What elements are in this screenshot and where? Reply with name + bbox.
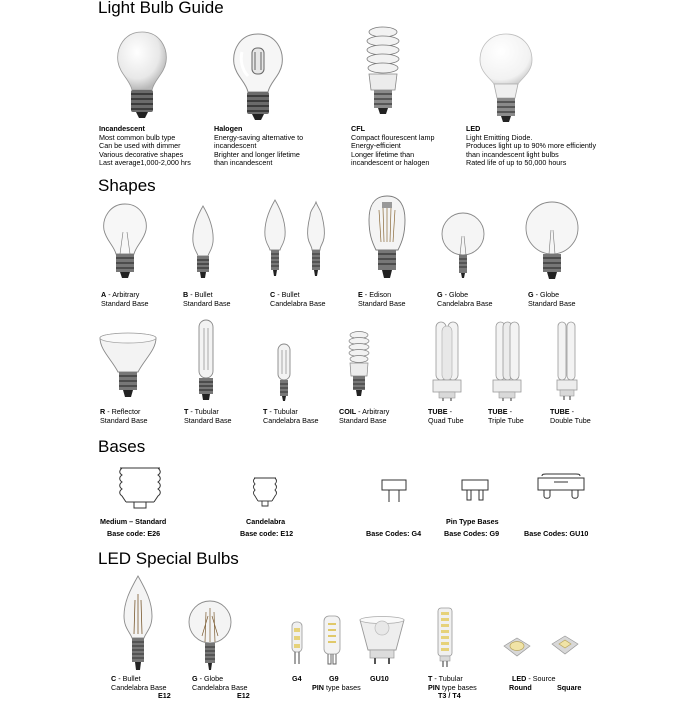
led-square-label: Square [557,683,582,692]
shape-code: T [263,407,268,416]
title-led-special-bulbs: LED Special Bulbs [98,549,239,568]
title-shapes: Shapes [98,176,156,195]
cfl-bulb-image [358,24,408,124]
shape-name: Reflector [111,407,141,416]
guide-line: Longer lifetime than [351,149,415,159]
led-c-bullet-filament-image [118,574,158,674]
shape-base: Candelabra Base [437,298,493,308]
shape-name: Arbitrary [112,290,140,299]
shape-code: TUBE [550,407,570,416]
shape-code: TUBE [428,407,448,416]
shape-base: Candelabra Base [270,298,326,308]
candelabra-base-code: Base code: E12 [240,529,294,538]
title-light-bulb-guide: Light Bulb Guide [98,0,224,17]
t3-t4-tubular-led-image [432,606,458,670]
guide-line: incandescent or halogen [351,158,430,167]
shape-caption: E - Edison Standard Base [358,290,406,308]
led-g-e12: E12 [237,691,250,700]
guide-line: Produces light up to 90% more efficiently [466,141,597,150]
pin-type-bases-title: Pin Type Bases [446,517,499,526]
led-c-base: Candelabra Base [111,682,167,692]
led-c-bullet-caption: C - Bullet Candelabra Base E12 [111,674,171,700]
shape-base: Quad Tube [428,415,464,425]
guide-name: Halogen [214,124,243,133]
guide-line: than incandescent [214,158,273,167]
medium-base-diagram [118,466,162,512]
shape-coil-image [344,330,374,404]
guide-name: CFL [351,124,365,133]
shape-double-tube-image [554,320,580,402]
shape-base: Standard Base [339,415,387,425]
led-bulb-image [478,32,534,124]
g4-base-code: Base Codes: G4 [366,529,422,538]
shape-base: Standard Base [183,298,231,308]
led-source-caption: LED - Source [512,674,556,683]
shape-name: Bullet [281,290,300,299]
g9-led-capsule-image [320,614,344,668]
led-source-square-image [550,632,580,660]
guide-line: Most common bulb type [99,132,176,142]
pin-rest: type bases [325,683,361,692]
shape-caption: COIL - Arbitrary Standard Base [339,407,390,425]
led-g-globe-filament-image [186,598,234,674]
t-rest: type bases [441,682,477,692]
shape-caption: T - Tubular Standard Base [184,407,232,425]
shape-base: Standard Base [358,298,406,308]
t-tubular-caption: T - Tubular PIN type bases T3 / T4 [428,674,477,700]
t-codes: T3 / T4 [438,691,461,700]
shape-code: R [100,407,106,416]
shape-code: C [270,290,276,299]
incandescent-bulb-image [112,28,172,120]
led-code: LED [512,674,527,683]
guide-line: than incandescent light bulbs [466,149,559,159]
gu10-led-spot-image [358,616,406,668]
gu10-base-diagram [536,472,586,504]
shape-caption: R - Reflector Standard Base [100,407,148,425]
shape-caption: B - Bullet Standard Base [183,290,231,308]
shape-name: Tubular [194,407,219,416]
guide-line: Brighter and longer lifetime [214,149,300,159]
guide-name: LED [466,124,481,133]
shape-name: Tubular [273,407,298,416]
shape-caption: A - Arbitrary Standard Base [101,290,149,308]
guide-line: Various decorative shapes [99,149,184,159]
led-name: Source [532,674,556,683]
guide-line: Last average1,000-2,000 hrs [99,158,191,167]
g9-label: G9 [329,674,339,683]
guide-line: Rated life of up to 50,000 hours [466,158,567,167]
shape-base: Standard Base [100,415,148,425]
candelabra-base-title: Candelabra [246,517,286,526]
shape-name: Bullet [194,290,213,299]
shape-code: T [184,407,189,416]
t-code: T [428,674,433,683]
guide-line: Can be used with dimmer [99,141,181,150]
guide-line: Compact flourescent lamp [351,132,435,142]
shape-caption: TUBE - Triple Tube [488,407,524,425]
guide-incandescent-caption [99,125,191,168]
led-g-name: Globe [203,674,224,683]
medium-base-code: Base code: E26 [107,529,161,538]
shape-g-globe-standard-image [522,200,582,282]
shape-base: Standard Base [528,298,576,308]
guide-name: Incandescent [99,124,145,133]
shape-code: G [437,290,443,299]
g9-base-diagram [460,478,490,504]
shape-base: Standard Base [101,298,149,308]
t-name: Tubular [438,674,463,683]
shape-g-globe-candelabra-image [440,210,486,280]
title-bases: Bases [98,437,146,456]
guide-halogen-caption [214,125,303,168]
shape-code: A [101,290,107,299]
shape-e-edison-image [366,194,408,282]
shape-t-tubular-standard-image [192,318,220,404]
shape-code: COIL [339,407,357,416]
guide-line: incandescent [214,141,257,150]
led-g-base: Candelabra Base [192,682,248,692]
pin-label: PIN [312,683,324,692]
shape-caption: T - Tubular Candelabra Base [263,407,319,425]
led-g-globe-caption: G - Globe Candelabra Base E12 [192,674,250,700]
shape-name: Edison [369,290,392,299]
halogen-bulb-image [228,30,288,122]
shape-caption: TUBE - Quad Tube [428,407,464,425]
gu10-base-code: Base Codes: GU10 [524,529,589,538]
led-g-code: G [192,674,198,683]
shape-r-reflector-image [96,330,160,402]
t-pin: PIN [428,682,440,692]
shape-t-tubular-candelabra-image [272,342,296,404]
g4-label: G4 [292,674,302,683]
shape-triple-tube-image [490,320,524,402]
shape-caption: TUBE - Double Tube [550,407,591,425]
guide-line: Energy-saving alternative to [214,132,304,142]
shape-code: TUBE [488,407,508,416]
candelabra-base-diagram [252,476,278,512]
medium-base-title: Medium – Standard [100,517,167,526]
led-c-e12: E12 [158,691,171,700]
pin-type-bases-label [312,684,361,693]
shape-base: Double Tube [550,415,591,425]
shape-code: E [358,290,363,299]
shape-caption: G - Globe Candelabra Base [437,290,493,308]
led-round-label: Round [509,683,532,692]
shape-caption: C - Bullet Candelabra Base [270,290,326,308]
guide-line: Light Emitting Diode. [466,132,533,142]
shape-b-bullet-image [188,204,218,280]
guide-cfl-caption [351,125,435,168]
shape-base: Standard Base [184,415,232,425]
led-c-code: C [111,674,117,683]
guide-line: Energy-efficient [351,141,401,150]
shape-c-bullet-image [258,198,334,280]
shape-a-arbitrary-image [100,202,150,280]
shape-caption: G - Globe Standard Base [528,290,576,308]
shape-name: Globe [539,290,560,299]
g4-base-diagram [380,478,408,504]
led-source-round-image [502,634,532,660]
shape-name: Arbitrary [362,407,390,416]
shape-quad-tube-image [430,320,464,402]
shape-base: Triple Tube [488,415,524,425]
shape-code: G [528,290,534,299]
led-c-name: Bullet [122,674,141,683]
gu10-label: GU10 [370,674,389,683]
g4-led-capsule-image [288,620,306,668]
shape-base: Candelabra Base [263,415,319,425]
shape-code: B [183,290,189,299]
shape-name: Globe [448,290,469,299]
guide-led-caption [466,125,596,168]
g9-base-code: Base Codes: G9 [444,529,500,538]
